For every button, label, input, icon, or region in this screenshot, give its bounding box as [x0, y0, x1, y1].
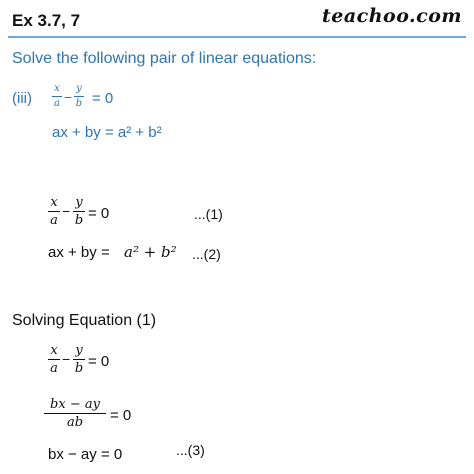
question-prompt: Solve the following pair of linear equations:: [12, 50, 317, 67]
fraction-numerator: y: [76, 83, 82, 94]
question-eq1-minus: −: [64, 89, 73, 105]
fraction-denominator: a: [50, 361, 58, 376]
eq1-minus: −: [62, 203, 71, 219]
fraction-bar: [44, 413, 106, 414]
solving-heading: Solving Equation (1): [12, 312, 157, 329]
fraction-denominator: a: [54, 98, 60, 109]
step2-fraction: [44, 398, 106, 429]
step1-fraction-y: [73, 344, 85, 375]
eq2-lhs: ax + by =: [48, 244, 110, 261]
fraction-bar: [48, 359, 60, 360]
fraction-bar: [74, 96, 84, 97]
fraction-numerator: bx − ay: [50, 397, 100, 412]
fraction-numerator: x: [54, 83, 60, 94]
question-part: (iii): [12, 90, 32, 107]
question-eq1-fraction-x: [52, 84, 62, 109]
fraction-denominator: a: [50, 213, 58, 228]
header-divider: [8, 36, 466, 38]
eq1-rhs: = 0: [88, 205, 110, 222]
step3-equation: bx − ay = 0: [48, 446, 123, 463]
eq1-fraction-y: [73, 196, 85, 227]
fraction-numerator: y: [75, 195, 83, 210]
fraction-bar: [52, 96, 62, 97]
exercise-label: Ex 3.7, 7: [12, 11, 81, 30]
question-eq1-fraction-y: [74, 84, 84, 109]
brand-logo: teachoo.com: [321, 5, 462, 27]
fraction-numerator: y: [75, 343, 83, 358]
eq1-reference: ...(1): [194, 206, 223, 222]
question-eq2: ax + by = a² + b²: [52, 124, 162, 141]
fraction-bar: [73, 359, 85, 360]
eq1-fraction-x: [48, 196, 60, 227]
fraction-numerator: x: [50, 195, 58, 210]
eq2-reference: ...(2): [192, 246, 221, 262]
fraction-denominator: ab: [66, 415, 84, 430]
step2-rhs: = 0: [110, 407, 132, 424]
step3-reference: ...(3): [176, 442, 205, 458]
header: [0, 0, 474, 30]
fraction-numerator: x: [50, 343, 58, 358]
eq2-rhs: a² + b²: [124, 243, 177, 261]
fraction-bar: [48, 211, 60, 212]
step1-rhs: = 0: [88, 353, 110, 370]
fraction-bar: [73, 211, 85, 212]
step1-minus: −: [62, 351, 71, 367]
question-eq1-rhs: = 0: [92, 90, 114, 107]
fraction-denominator: b: [74, 361, 84, 376]
fraction-denominator: b: [74, 213, 84, 228]
fraction-denominator: b: [75, 98, 83, 109]
step1-fraction-x: [48, 344, 60, 375]
